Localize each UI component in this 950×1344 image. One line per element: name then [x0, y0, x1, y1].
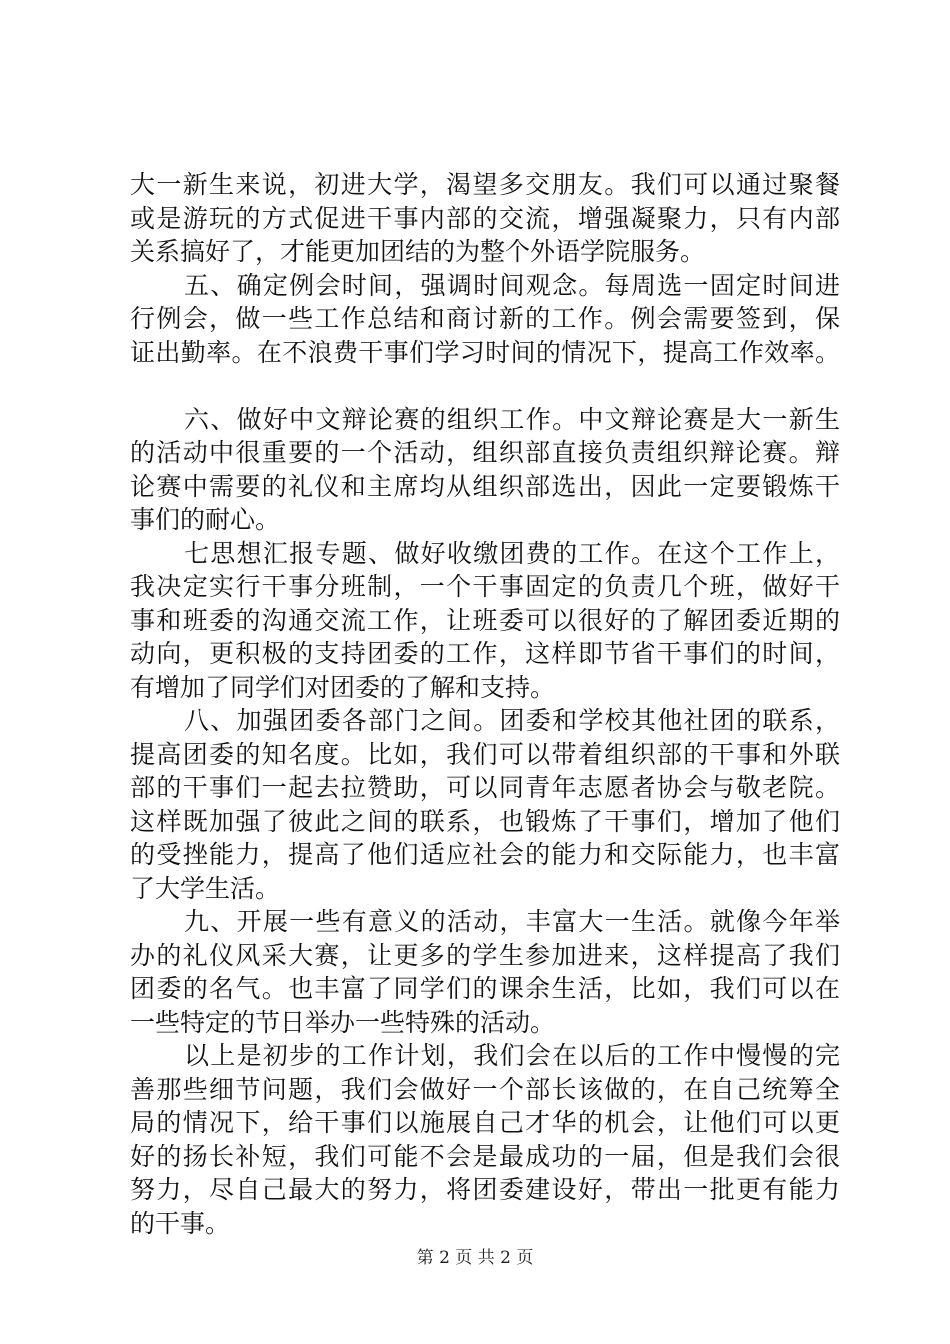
text-line: 局的情况下，给干事们以施展自己才华的机会，让他们可以更	[130, 1108, 840, 1137]
page-footer: 第 2 页 共 2 页	[416, 1248, 534, 1268]
text-line: 的受挫能力，提高了他们适应社会的能力和交际能力，也丰富	[130, 840, 840, 869]
text-line: 了大学生活。	[130, 873, 281, 903]
text-line: 有增加了同学们对团委的了解和支持。	[130, 672, 556, 702]
text-line: 善那些细节问题，我们会做好一个部长该做的，在自己统筹全	[130, 1074, 840, 1104]
text-line: 的干事。	[130, 1208, 231, 1238]
text-line: 事们的耐心。	[130, 505, 281, 534]
paragraph-first-line: 八、加强团委各部门之间。团委和学校其他社团的联系，	[184, 706, 840, 735]
paragraph-first-line: 六、做好中文辩论赛的组织工作。中文辩论赛是大一新生	[184, 404, 840, 434]
body-text	[130, 168, 840, 1240]
text-line: 部的干事们一起去拉赞助，可以同青年志愿者协会与敬老院。	[130, 773, 840, 802]
text-line: 我决定实行干事分班制，一个干事固定的负责几个班，做好干	[130, 572, 840, 601]
text-line: 论赛中需要的礼仪和主席均从组织部选出，因此一定要锻炼干	[130, 471, 840, 501]
text-line: 大一新生来说，初进大学，渴望多交朋友。我们可以通过聚餐	[130, 170, 840, 199]
text-line: 事和班委的沟通交流工作，让班委可以很好的了解团委近期的	[130, 605, 840, 635]
text-line: 提高团委的知名度。比如，我们可以带着组织部的干事和外联	[130, 739, 840, 769]
text-line: 办的礼仪风采大赛，让更多的学生参加进来，这样提高了我们	[130, 940, 840, 970]
text-line: 好的扬长补短，我们可能不会是最成功的一届，但是我们会很	[130, 1141, 840, 1171]
text-line: 关系搞好了，才能更加团结的为整个外语学院服务。	[130, 237, 706, 266]
text-line: 的活动中很重要的一个活动，组织部直接负责组织辩论赛。辩	[130, 438, 840, 467]
paragraph-first-line: 九、开展一些有意义的活动，丰富大一生活。就像今年举	[184, 907, 840, 936]
paragraph-first-line: 五、确定例会时间，强调时间观念。每周选一固定时间进	[184, 270, 840, 300]
paragraph-first-line: 以上是初步的工作计划，我们会在以后的工作中慢慢的完	[184, 1041, 840, 1070]
text-line: 动向，更积极的支持团委的工作，这样即节省干事们的时间，	[130, 639, 840, 668]
text-line: 或是游玩的方式促进干事内部的交流，增强凝聚力，只有内部	[130, 203, 840, 233]
text-line: 努力，尽自己最大的努力，将团委建设好，带出一批更有能力	[130, 1175, 840, 1204]
text-line: 这样既加强了彼此之间的联系，也锻炼了干事们，增加了他们	[130, 806, 840, 836]
text-line: 一些特定的节日举办一些特殊的活动。	[130, 1007, 556, 1037]
text-line: 团委的名气。也丰富了同学们的课余生活，比如，我们可以在	[130, 974, 840, 1003]
paragraph-first-line: 七思想汇报专题、做好收缴团费的工作。在这个工作上，	[184, 538, 840, 568]
blank-line	[130, 369, 840, 403]
text-line: 行例会，做一些工作总结和商讨新的工作。例会需要签到，保	[130, 304, 840, 333]
text-line: 证出勤率。在不浪费干事们学习时间的情况下，提高工作效率。	[130, 337, 840, 367]
